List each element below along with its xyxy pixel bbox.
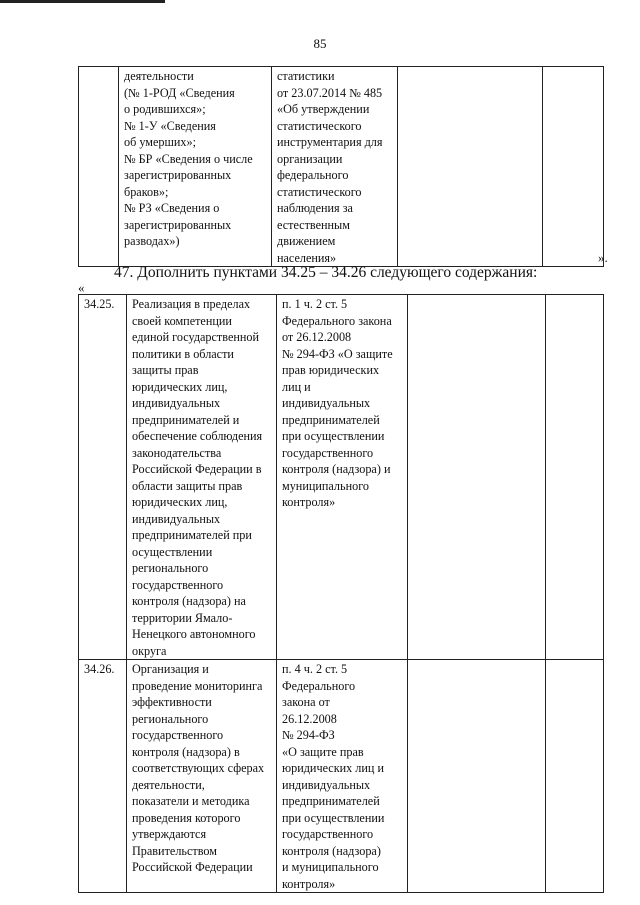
opening-quote: «	[78, 280, 85, 295]
empty-cell	[546, 295, 604, 660]
amendment-table	[78, 294, 604, 893]
table-row	[79, 67, 604, 267]
description-cell: Реализация в пределах своей компетенции единой государственной политики в области защиты прав юридических лиц, индивидуальных предпринимателей и обеспечение соблюдения законодательства Российской Федерации в области защиты прав юридических лиц, индивидуальных предпринимателей при осуществлении регионального государственного контроля (надзора) на территории Ямало- Ненецкого автономного округа	[127, 295, 277, 660]
empty-cell	[408, 295, 546, 660]
continued-table	[78, 66, 604, 267]
table-row	[79, 295, 604, 660]
row-number-cell	[79, 67, 119, 267]
row-number-cell: 34.25.	[79, 295, 127, 660]
header-rule	[0, 0, 165, 3]
closing-quote: ».	[598, 250, 608, 265]
row-number-cell: 34.26.	[79, 660, 127, 893]
legal-basis-cell: п. 4 ч. 2 ст. 5 Федерального закона от 26.12.2008 № 294-ФЗ «О защите прав юридических лиц и индивидуальных предпринимателей при осуществлении государственного контроля (надзора) и муниципального контроля»	[277, 660, 408, 893]
legal-basis-cell: статистики от 23.07.2014 № 485 «Об утверждении статистического инструментария для организации федерального статистического наблюдения за естественным движением населения»	[272, 67, 398, 267]
description-cell: Организация и проведение мониторинга эффективности регионального государственного контроля (надзора) в соответствующих сферах деятельности, показатели и методика проведения которого утверждаются Правительством Российской Федерации	[127, 660, 277, 893]
empty-cell	[546, 660, 604, 893]
description-cell: деятельности (№ 1-РОД «Сведения о родившихся»; № 1-У «Сведения об умерших»; № БР «Сведения о числе зарегистрированных браков»; № РЗ «Сведения о зарегистрированных разводах»)	[119, 67, 272, 267]
legal-basis-cell: п. 1 ч. 2 ст. 5 Федерального закона от 26.12.2008 № 294-ФЗ «О защите прав юридических лиц и индивидуальных предпринимателей при осуществлении государственного контроля (надзора) и муниципального контроля»	[277, 295, 408, 660]
empty-cell	[543, 67, 604, 267]
empty-cell	[408, 660, 546, 893]
empty-cell	[398, 67, 543, 267]
table-row	[79, 660, 604, 893]
amendment-heading: 47. Дополнить пунктами 34.25 – 34.26 следующего содержания:	[114, 264, 538, 281]
page-number: 85	[313, 36, 327, 51]
